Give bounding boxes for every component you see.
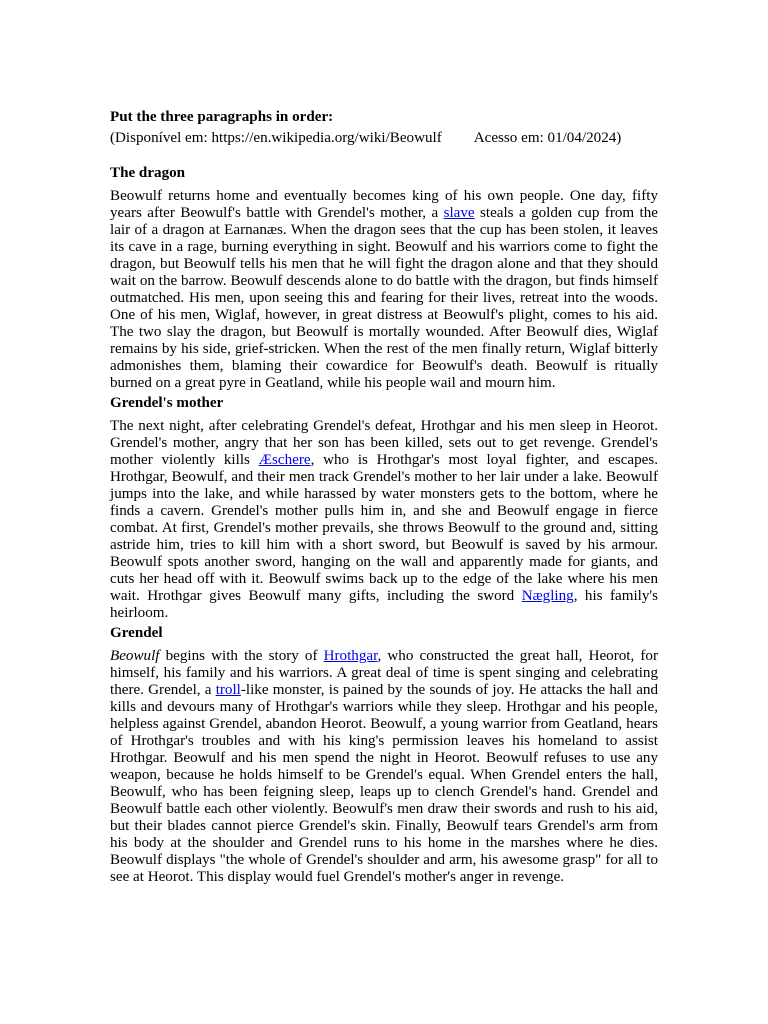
italic-title-text: Beowulf <box>110 648 160 664</box>
paragraph-text: , who constructed the great hall, Heorot, for himself, his family and his warriors. A great deal of time is spent singing and celebrating there. Grendel, a <box>110 648 658 698</box>
wiki-link[interactable]: Nægling <box>521 588 574 604</box>
section-grendels-mother <box>110 395 658 622</box>
section-grendel <box>110 625 658 886</box>
section-dragon <box>110 165 658 392</box>
source-citation <box>110 130 658 147</box>
wiki-link[interactable]: slave <box>443 205 475 221</box>
source-url-text: (Disponível em: https://en.wikipedia.org/wiki/Beowulf <box>110 130 442 146</box>
paragraph-grendel <box>110 648 658 886</box>
paragraph-text: , his family's heirloom. <box>110 588 658 621</box>
wiki-link[interactable]: Æschere <box>258 452 311 468</box>
wiki-link[interactable]: troll <box>215 682 241 698</box>
section-title-grendel: Grendel <box>110 625 163 641</box>
paragraph-text: , who is Hrothgar's most loyal fighter, and escapes. Hrothgar, Beowulf, and their men track Grendel's mother to her lair under a lake. Beowulf jumps into the lake, and while harassed by water monsters gets to the bottom, where he finds a cavern. Grendel's mother pulls him in, and she and Beowulf engage in fierce combat. At first, Grendel's mother prevails, she throws Beowulf to the ground and, sitting astride him, tries to kill him with a short sword, but Beowulf is saved by his armour. Beowulf spots another sword, hanging on the wall and apparently made for giants, and cuts her head off with it. Beowulf swims back up to the edge of the lake where his men wait. Hrothgar gives Beowulf many gifts, including the sword <box>110 452 658 604</box>
document-page <box>110 109 658 889</box>
wiki-link[interactable]: Hrothgar <box>323 648 378 664</box>
paragraph-text: The next night, after celebrating Grendel's defeat, Hrothgar and his men sleep in Heorot. Grendel's mother, angry that her son has been killed, sets out to get revenge. Grendel's mother violently kills <box>110 418 658 468</box>
instruction-heading: Put the three paragraphs in order: <box>110 109 334 125</box>
section-title-grendels-mother: Grendel's mother <box>110 395 224 411</box>
access-date-text: Acesso em: 01/04/2024) <box>473 130 622 146</box>
section-title-dragon: The dragon <box>110 165 186 181</box>
paragraph-text: steals a golden cup from the lair of a dragon at Earnanæs. When the dragon sees that the cup has been stolen, it leaves its cave in a rage, burning everything in sight. Beowulf and his warriors come to fight the dragon, but Beowulf tells his men that he will fight the dragon alone and that they should wait on the barrow. Beowulf descends alone to do battle with the dragon, but finds himself outmatched. His men, upon seeing this and fearing for their lives, retreat into the woods. One of his men, Wiglaf, however, in great distress at Beowulf's plight, comes to his aid. The two slay the dragon, but Beowulf is mortally wounded. After Beowulf dies, Wiglaf remains by his side, grief-stricken. When the rest of the men finally return, Wiglaf bitterly admonishes them, blaming their cowardice for Beowulf's death. Beowulf is ritually burned on a great pyre in Geatland, while his people wail and mourn him. <box>110 205 658 391</box>
paragraph-grendels-mother <box>110 418 658 622</box>
paragraph-dragon <box>110 188 658 392</box>
paragraph-text: begins with the story of <box>159 648 324 664</box>
paragraph-text: -like monster, is pained by the sounds of joy. He attacks the hall and kills and devours many of Hrothgar's warriors while they sleep. Hrothgar and his people, helpless against Grendel, abandon Heorot. Beowulf, a young warrior from Geatland, hears of Hrothgar's troubles and with his king's permission leaves his homeland to assist Hrothgar. Beowulf and his men spend the night in Heorot. Beowulf refuses to use any weapon, because he holds himself to be Grendel's equal. When Grendel enters the hall, Beowulf, who has been feigning sleep, leaps up to clench Grendel's hand. Grendel and Beowulf battle each other violently. Beowulf's men draw their swords and rush to his aid, but their blades cannot pierce Grendel's skin. Finally, Beowulf tears Grendel's arm from his body at the shoulder and Grendel runs to his home in the marshes where he dies. Beowulf displays "the whole of Grendel's shoulder and arm, his awesome grasp" for all to see at Heorot. This display would fuel Grendel's mother's anger in revenge. <box>110 682 658 885</box>
paragraph-text: Beowulf returns home and eventually becomes king of his own people. One day, fifty years after Beowulf's battle with Grendel's mother, a <box>110 188 658 221</box>
